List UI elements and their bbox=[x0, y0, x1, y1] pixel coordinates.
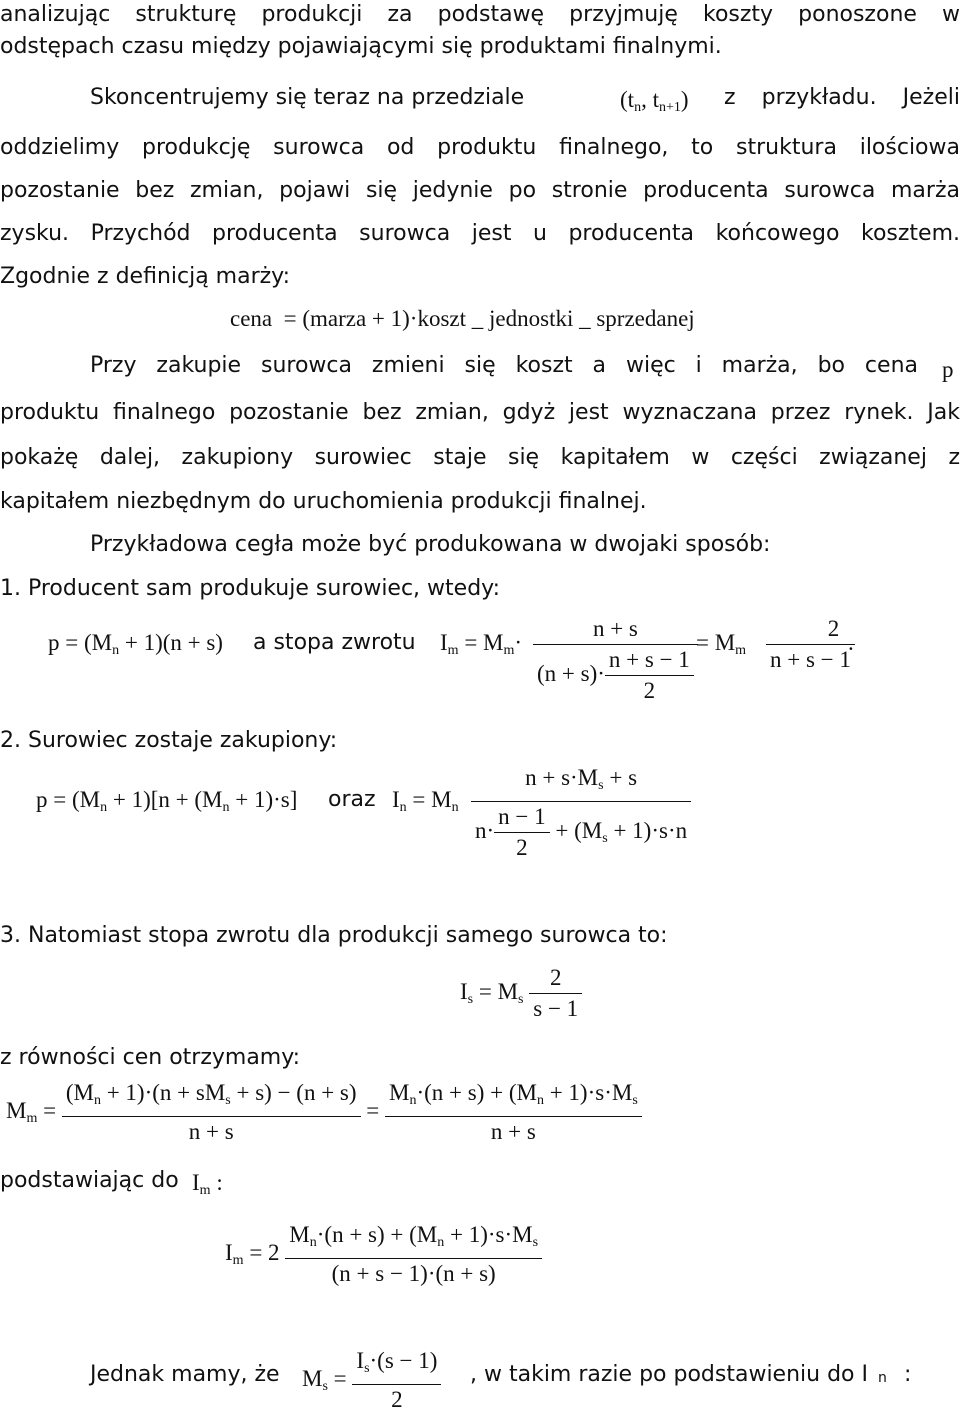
equation-return-simplified: = $M_m$ bbox=[696, 630, 747, 658]
equation-price-bought: $p = (M_n + 1)[n + (M_n + 1)\cdot s]$ bbox=[36, 787, 298, 815]
text-fragment: z przykładu. Jeżeli bbox=[724, 85, 960, 110]
text-line: oddzielimy produkcję surowca od produktu finalnego, to struktura ilościowa bbox=[0, 135, 960, 160]
equation-case-2 bbox=[36, 765, 936, 875]
equation-return: $I_m = M_m\cdot$ bbox=[440, 630, 523, 658]
equation-case-1: $p = (M_n + 1)(n + s)$ a stopa zwrotu $I_m = M_m\cdot$ n + s (n + s)· $\frac{n + s - 1}{2}$ = $M_m$ $\frac{2}{n + s - 1}$ . bbox=[48, 616, 854, 703]
equation-mm: $M_m$ = $\frac{(M_n + 1)\cdot(n + sM_s + s) - (n + s)}{n + s}$ = $\frac{M_n\cdot(n + s) + (M_n + 1)\cdot s\cdot M_s}{n + s}$ bbox=[6, 1080, 642, 1145]
text-fragment: a stopa zwrotu bbox=[253, 630, 416, 655]
text-line bbox=[90, 1348, 950, 1412]
text-fragment: Jednak mamy, że bbox=[90, 1362, 280, 1387]
text-line: z równości cen otrzymamy: bbox=[0, 1045, 301, 1070]
text-line: Zgodnie z definicją marży: bbox=[0, 264, 291, 289]
subscript-n: n bbox=[878, 1370, 887, 1386]
text-fragment: podstawiając do bbox=[0, 1168, 179, 1193]
text-line: zysku. Przychód producenta surowca jest u producenta końcowego kosztem. bbox=[0, 221, 960, 246]
text-fragment: : bbox=[904, 1362, 912, 1387]
text-line: 1. Producent sam produkuje surowiec, wtedy: bbox=[0, 576, 500, 601]
equation-interval: ($t_n$, $t_{n+1}$) bbox=[620, 87, 689, 115]
equation-return-raw: $I_s = M_s$ $\frac{2}{s - 1}$ bbox=[460, 965, 582, 1022]
fraction-bought: $n + s\cdot M_s + s$ n· $\frac{n - 1}{2}$ + $(M_s + 1)\cdot s\cdot n$ bbox=[471, 765, 691, 861]
text-line: 2. Surowiec zostaje zakupiony: bbox=[0, 728, 338, 753]
text-fragment: oraz bbox=[328, 787, 376, 812]
equation-im: $I_m = 2$ $\frac{M_n\cdot(n + s) + (M_n + 1)\cdot s\cdot M_s}{(n + s - 1)\cdot(n + s)}$ bbox=[225, 1222, 542, 1287]
equation-p: p bbox=[942, 357, 954, 382]
text-line: kapitałem niezbędnym do uruchomienia produkcji finalnej. bbox=[0, 489, 647, 514]
text-fragment: Skoncentrujemy się teraz na przedziale bbox=[90, 85, 525, 110]
text-line: 3. Natomiast stopa zwrotu dla produkcji samego surowca to: bbox=[0, 923, 668, 948]
equation-margin: cena = (marza + 1)·koszt _ jednostki _ sprzedanej bbox=[230, 306, 695, 331]
text-line: Przykładowa cegła może być produkowana w dwojaki sposób: bbox=[90, 532, 771, 557]
text-line: pokażę dalej, zakupiony surowiec staje się kapitałem w części związanej z bbox=[0, 445, 960, 470]
equation-return-bought: $I_n = M_n$ bbox=[392, 787, 459, 815]
fraction-simple: $\frac{2}{n + s - 1}$ bbox=[766, 616, 855, 673]
fraction-complex: n + s (n + s)· $\frac{n + s - 1}{2}$ bbox=[533, 616, 698, 704]
text-fragment: Przy zakupie surowca zmieni się koszt a więc i marża, bo cena bbox=[90, 353, 918, 378]
text-line: odstępach czasu między pojawiającymi się produktami finalnymi. bbox=[0, 34, 722, 59]
text-line: produktu finalnego pozostanie bez zmian, gdyż jest wyznaczana przez rynek. Jak bbox=[0, 400, 960, 425]
text-line: analizując strukturę produkcji za podstawę przyjmuję koszty ponoszone w bbox=[0, 2, 960, 27]
equation-price: $p = (M_n + 1)(n + s)$ bbox=[48, 630, 223, 658]
equation-ms: $M_s$ = $\frac{I_s\cdot(s - 1)}{2}$ bbox=[302, 1348, 441, 1413]
text-line: pozostanie bez zmian, pojawi się jedynie po stronie producenta surowca marża bbox=[0, 178, 960, 203]
text-fragment: , w takim razie po podstawieniu do I bbox=[470, 1362, 868, 1387]
